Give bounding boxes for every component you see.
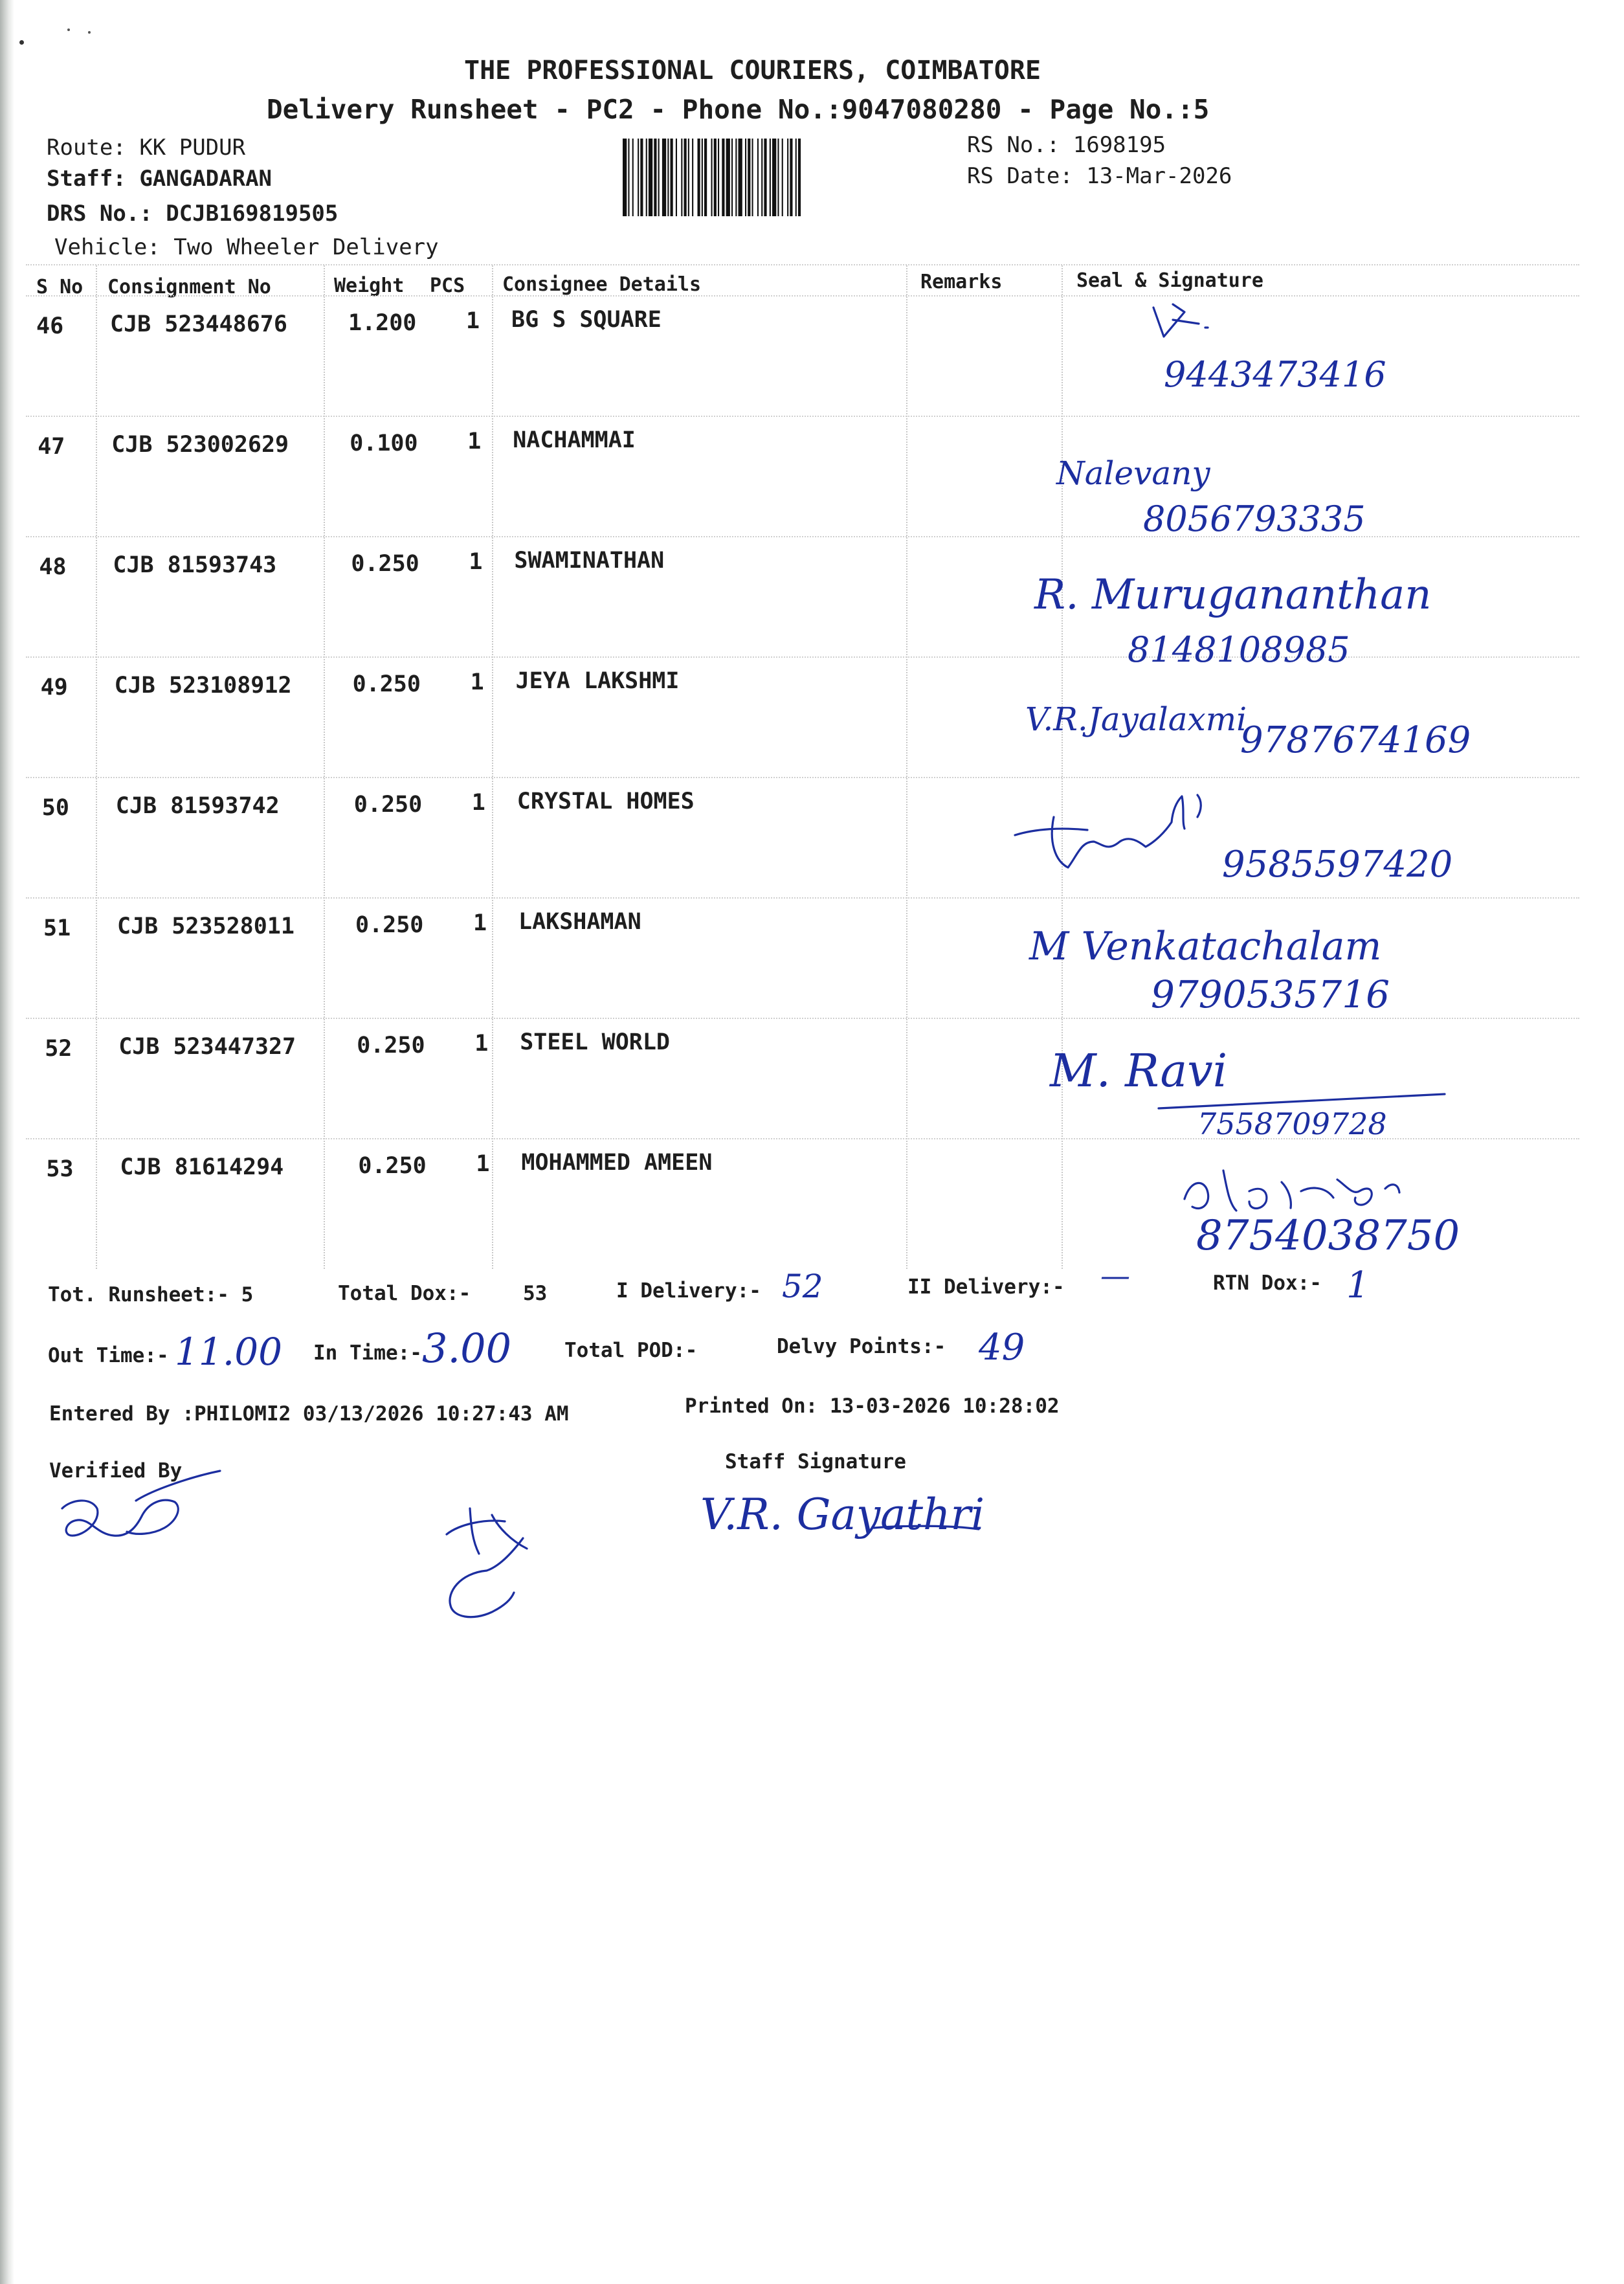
ii-delivery-label: II Delivery:- — [907, 1275, 1065, 1299]
rs-number: RS No.: 1698195 — [967, 132, 1166, 158]
row-consignment-no: CJB 81593743 — [113, 552, 277, 579]
phone-r48: 8148108985 — [1128, 629, 1350, 670]
phone-r47: 8056793335 — [1143, 498, 1366, 539]
signature-r47: Nalevany — [1056, 454, 1210, 492]
staff-signature-label: Staff Signature — [725, 1450, 906, 1473]
total-dox-value: 53 — [523, 1282, 548, 1305]
vehicle-line: Vehicle: Two Wheeler Delivery — [54, 234, 439, 260]
col-consignee: Consignee Details — [502, 273, 702, 296]
staff-signature-handwritten: V.R. Gayathri — [700, 1490, 985, 1539]
col-sno: S No — [36, 276, 83, 298]
rtn-dox-label: RTN Dox:- — [1213, 1271, 1322, 1295]
row-consignment-no: CJB 523108912 — [114, 673, 292, 699]
row-sno: 48 — [39, 554, 67, 580]
row-weight: 0.100 — [350, 430, 418, 456]
row-sno: 47 — [38, 434, 65, 460]
phone-r53: 8754038750 — [1196, 1212, 1460, 1260]
row-sno: 50 — [41, 795, 69, 821]
signature-scribble-r46 — [1153, 304, 1208, 337]
in-time-value: 3.00 — [422, 1325, 512, 1372]
row-consignee: SWAMINATHAN — [514, 547, 665, 574]
row-consignee: LAKSHAMAN — [518, 908, 641, 935]
row-sno: 51 — [43, 915, 71, 941]
row-weight: 1.200 — [348, 309, 417, 336]
col-consignment: Consignment No — [107, 276, 271, 298]
staff-value: GANGADARAN — [139, 166, 273, 192]
i-delivery-value: 52 — [782, 1268, 823, 1305]
phone-r46: 9443473416 — [1164, 354, 1386, 395]
out-time-value: 11.00 — [175, 1330, 283, 1374]
row-consignee: STEEL WORLD — [520, 1029, 670, 1055]
signature-scribble-r50 — [1015, 795, 1201, 868]
row-pcs: 1 — [473, 910, 487, 937]
signature-r49: V.R.Jayalaxmi — [1025, 700, 1247, 738]
row-pcs: 1 — [471, 790, 485, 816]
row-consignee: BG S SQUARE — [511, 306, 662, 333]
printed-on: Printed On: 13-03-2026 10:28:02 — [685, 1394, 1060, 1418]
tot-runsheet: Tot. Runsheet:- 5 — [48, 1283, 254, 1306]
company-title: THE PROFESSIONAL COURIERS, COIMBATORE — [464, 56, 1041, 85]
row-consignee: JEYA LAKSHMI — [515, 667, 680, 694]
row-pcs: 1 — [470, 669, 484, 696]
scan-speck — [19, 40, 24, 45]
delvy-points-value: 49 — [979, 1327, 1025, 1369]
scan-speck — [88, 31, 91, 34]
row-pcs: 1 — [469, 549, 483, 576]
row-weight: 0.250 — [352, 671, 421, 697]
row-consignment-no: CJB 81593742 — [115, 793, 280, 820]
row-consignee: MOHAMMED AMEEN — [521, 1149, 713, 1176]
row-weight: 0.250 — [358, 1152, 427, 1179]
rs-date: RS Date: 13-Mar-2026 — [967, 163, 1232, 189]
total-pod-label: Total POD:- — [564, 1339, 698, 1362]
col-seal: Seal & Signature — [1076, 269, 1263, 292]
row-consignee: NACHAMMAI — [513, 427, 636, 453]
row-weight: 0.250 — [357, 1032, 425, 1058]
col-remarks: Remarks — [920, 271, 1003, 293]
row-weight: 0.250 — [353, 791, 423, 818]
row-consignment-no: CJB 523002629 — [111, 432, 289, 458]
row-consignment-no: CJB 523528011 — [117, 913, 295, 940]
row-pcs: 1 — [474, 1031, 489, 1057]
row-sno: 49 — [40, 675, 68, 700]
route-label: Route: — [47, 135, 126, 161]
staff-label: Staff: — [47, 166, 126, 192]
signature-r48: R. Murugananthan — [1034, 571, 1432, 619]
row-sno: 46 — [36, 313, 64, 339]
row-weight: 0.250 — [355, 912, 424, 938]
in-time-label: In Time:- — [313, 1341, 422, 1365]
row-consignment-no: CJB 523448676 — [110, 311, 287, 338]
middle-signature — [447, 1508, 527, 1617]
signature-scribble-r53 — [1185, 1170, 1399, 1211]
col-pcs: PCS — [430, 274, 465, 297]
phone-r51: 9790535716 — [1151, 972, 1390, 1016]
scan-speck — [67, 28, 70, 31]
signature-r51: M Venkatachalam — [1029, 924, 1382, 969]
row-sno: 52 — [45, 1036, 72, 1062]
col-weight: Weight — [334, 274, 405, 297]
signature-r52: M. Ravi — [1050, 1044, 1228, 1097]
row-pcs: 1 — [466, 308, 480, 335]
drs-label: DRS No.: — [47, 201, 153, 227]
drs-value: DCJB169819505 — [166, 201, 339, 227]
verified-by-label: Verified By — [49, 1459, 183, 1483]
ii-delivery-value: — — [1100, 1258, 1130, 1293]
row-pcs: 1 — [467, 429, 482, 455]
total-dox-label: Total Dox:- — [338, 1282, 471, 1305]
rtn-dox-value: 1 — [1346, 1264, 1370, 1306]
runsheet-subtitle: Delivery Runsheet - PC2 - Phone No.:9047080280 - Page No.:5 — [267, 94, 1210, 125]
row-consignment-no: CJB 523447327 — [118, 1034, 296, 1060]
delvy-points-label: Delvy Points:- — [777, 1335, 946, 1358]
i-delivery-label: I Delivery:- — [616, 1279, 761, 1303]
row-weight: 0.250 — [351, 550, 419, 577]
phone-r52: 7558709728 — [1197, 1106, 1387, 1141]
row-consignment-no: CJB 81614294 — [120, 1154, 284, 1181]
row-sno: 53 — [46, 1156, 74, 1182]
phone-r49: 9787674169 — [1240, 719, 1471, 761]
route-value: KK PUDUR — [139, 135, 246, 161]
row-pcs: 1 — [476, 1151, 490, 1178]
out-time-label: Out Time:- — [48, 1344, 169, 1367]
phone-r50: 9585597420 — [1222, 844, 1453, 886]
entered-by: Entered By :PHILOMI2 03/13/2026 10:27:43 AM — [49, 1402, 569, 1426]
row-consignee: CRYSTAL HOMES — [517, 788, 695, 814]
